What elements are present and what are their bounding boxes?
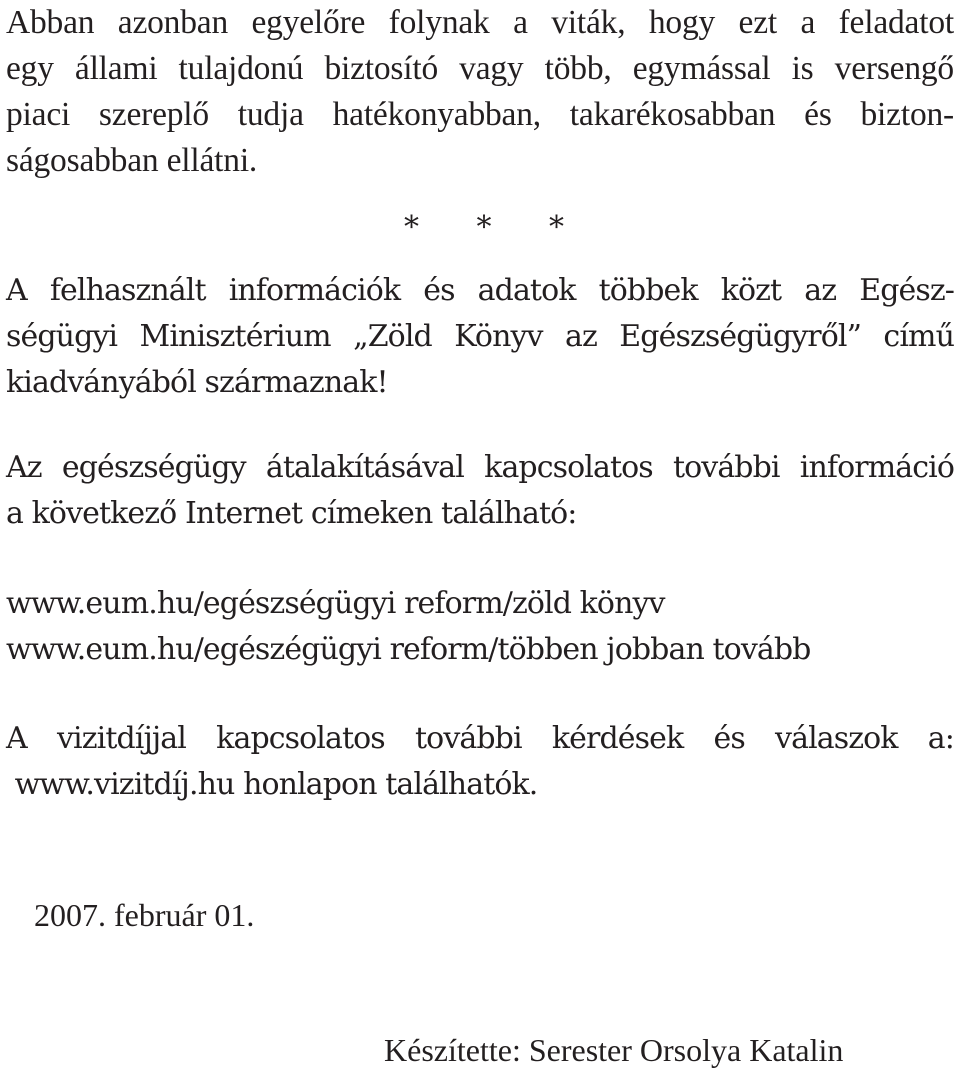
intro-line: egy állami tulajdonú biztosító vagy több, egymással is versengő bbox=[6, 50, 954, 87]
source-line: kiadványából származnak! bbox=[6, 365, 388, 400]
source-line: ségügyi Minisztérium „Zöld Könyv az Egészségügyről” című bbox=[6, 319, 954, 354]
vizitdij-line: www.vizitdíj.hu honlapon találhatók. bbox=[6, 767, 538, 802]
info-line: Az egészségügy átalakításával kapcsolatos további információ bbox=[6, 450, 954, 485]
info-paragraph bbox=[6, 445, 954, 537]
source-line: A felhasznált információk és adatok többek közt az Egész- bbox=[6, 273, 954, 308]
intro-line: piaci szereplő tudja hatékonyabban, takarékosabban és bizton- bbox=[6, 96, 954, 133]
section-separator bbox=[404, 208, 564, 248]
intro-line: ságosabban ellátni. bbox=[6, 142, 258, 179]
info-line: a következő Internet címeken található: bbox=[6, 496, 577, 531]
link-text: www.eum.hu/egészégügyi reform/többen jobban tovább bbox=[6, 632, 811, 667]
vizitdij-paragraph bbox=[6, 716, 954, 808]
intro-paragraph bbox=[6, 0, 954, 184]
document-date: 2007. február 01. bbox=[34, 897, 255, 933]
link-text: www.eum.hu/egészségügyi reform/zöld könyv bbox=[6, 586, 665, 621]
separator-star: * bbox=[476, 210, 492, 245]
source-paragraph bbox=[6, 268, 954, 406]
separator-star: * bbox=[549, 210, 564, 245]
separator-star: * bbox=[404, 210, 419, 245]
intro-line: Abban azonban egyelőre folynak a viták, hogy ezt a feladatot bbox=[6, 4, 954, 41]
author-credit: Készítette: Serester Orsolya Katalin bbox=[384, 1032, 844, 1068]
link-list bbox=[6, 581, 954, 673]
vizitdij-line: A vizitdíjjal kapcsolatos további kérdések és válaszok a: bbox=[6, 721, 954, 756]
